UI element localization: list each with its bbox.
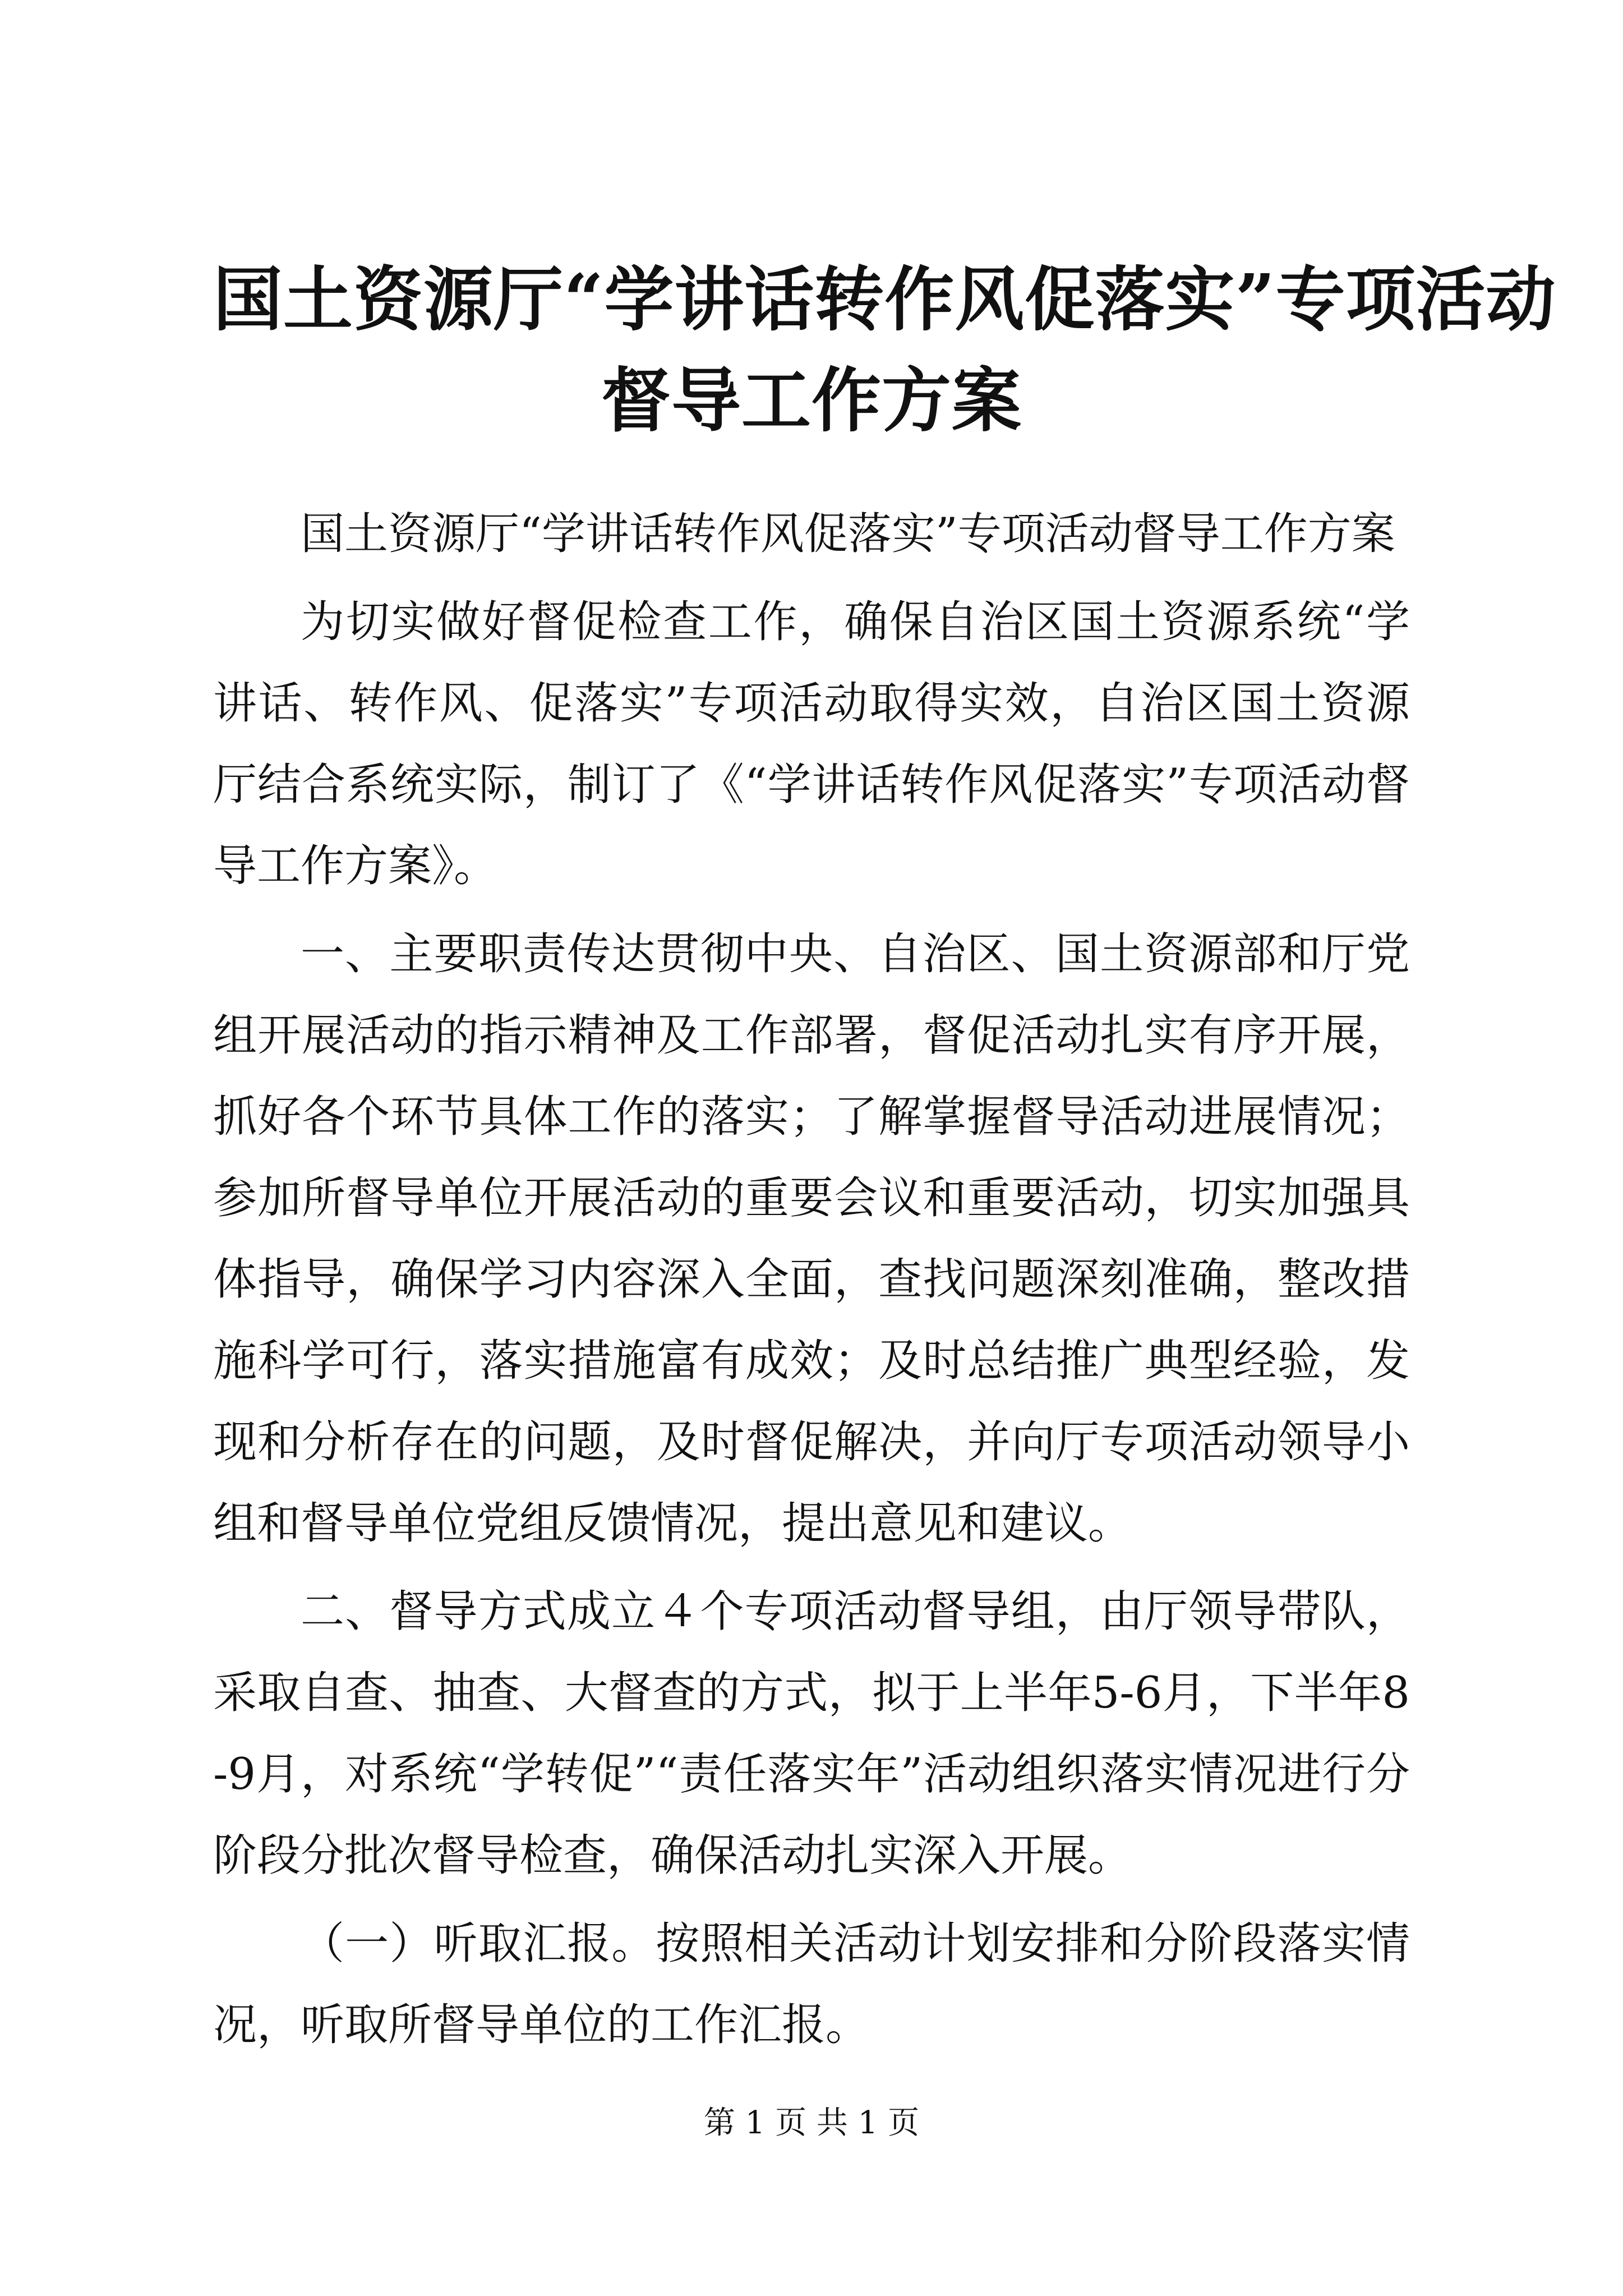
paragraph-heading: 国土资源厅“学讲话转作风促落实”专项活动督导工作方案 bbox=[301, 509, 1395, 559]
document-body bbox=[213, 494, 1410, 2073]
paragraph-section-2: 二、督导方式成立４个专项活动督导组，由厅领导带队，采取自查、抽查、大督查的方式，拟于上半年5-6月，下半年8-9月，对系统“学转促”“责任落实年”活动组织落实情况进行分阶段分批次督导检查，确保活动扎实深入开展。 bbox=[213, 1586, 1410, 1881]
page-footer: 第 1 页 共 1 页 bbox=[703, 2105, 920, 2141]
paragraph-subsection-1: （一）听取汇报。按照相关活动计划安排和分阶段落实情况，听取所督导单位的工作汇报。 bbox=[213, 1918, 1410, 2050]
paragraph-section-1: 一、主要职责传达贯彻中央、自治区、国土资源部和厅党组开展活动的指示精神及工作部署，督促活动扎实有序开展，抓好各个环节具体工作的落实；了解掌握督导活动进展情况；参加所督导单位开展活动的重要会议和重要活动，切实加强具体指导，确保学习内容深入全面，查找问题深刻准确，整改措施科学可行，落实措施富有成效；及时总结推广典型经验，发现和分析存在的问题，及时督促解决，并向厅专项活动领导小组和督导单位党组反馈情况，提出意见和建议。 bbox=[213, 929, 1410, 1549]
title-line-1: 国土资源厅“学讲话转作风促落实”专项活动 bbox=[213, 259, 1556, 341]
title-line-2: 督导工作方案 bbox=[601, 360, 1022, 441]
paragraph-intro: 为切实做好督促检查工作，确保自治区国土资源系统“学讲话、转作风、促落实”专项活动取得实效，自治区国土资源厅结合系统实际，制订了《“学讲话转作风促落实”专项活动督导工作方案》。 bbox=[213, 597, 1410, 891]
document-title bbox=[213, 250, 1556, 452]
